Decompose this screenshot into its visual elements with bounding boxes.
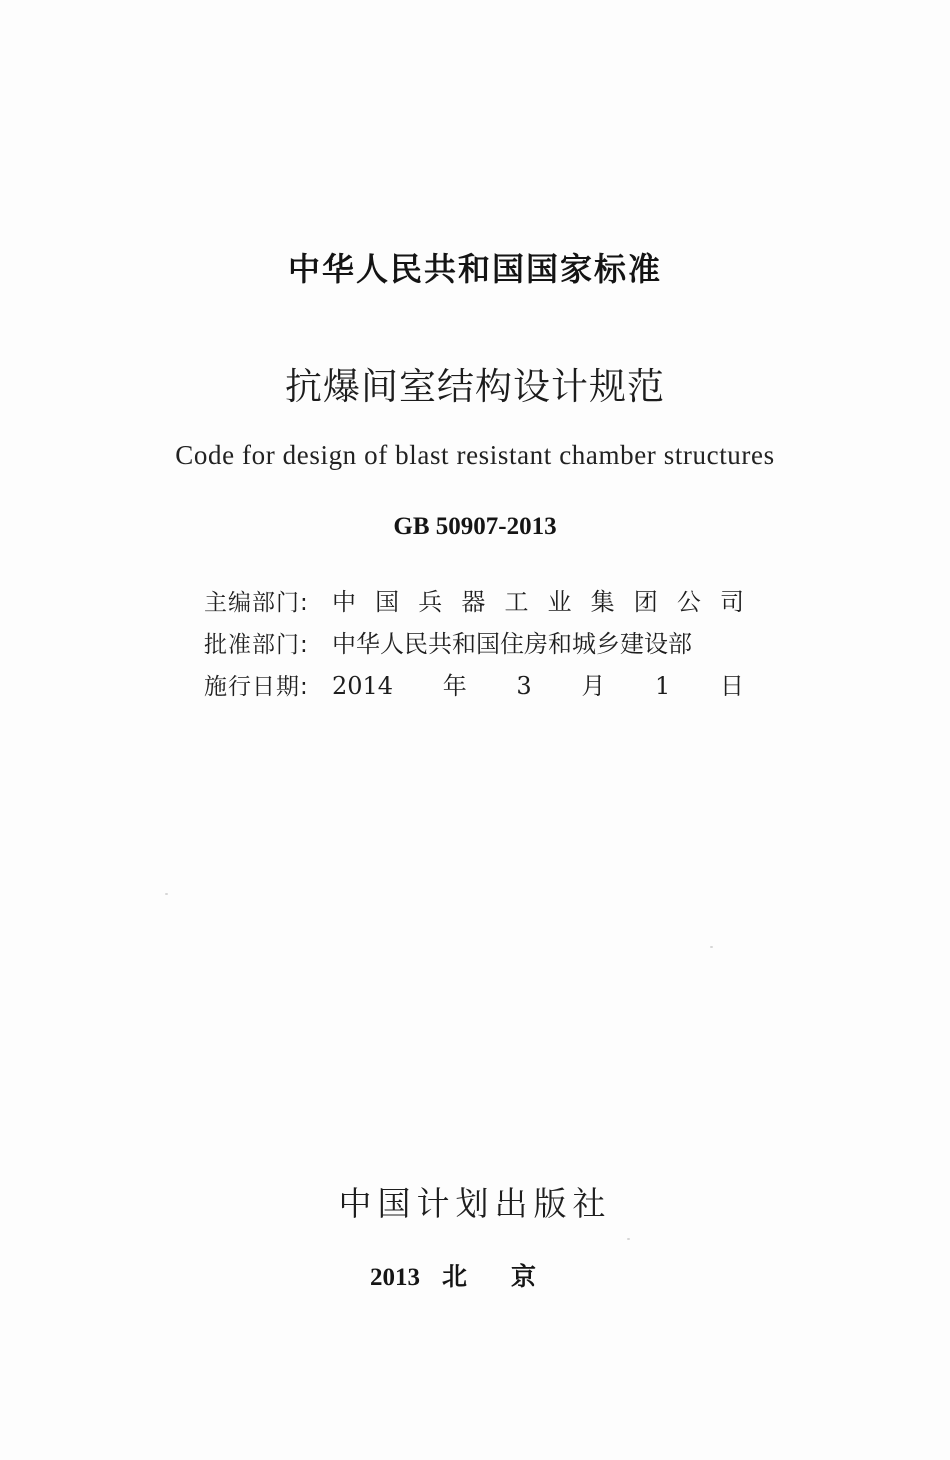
scan-speck — [165, 893, 168, 895]
publication-year-city — [0, 1257, 950, 1293]
approver-value: 中华人民共和国住房和城乡建设部 — [332, 630, 692, 658]
editor-value: 中国兵器工业集团公司 — [332, 588, 744, 616]
publication-year: 2013 — [369, 1264, 420, 1291]
scan-speck — [627, 1238, 630, 1240]
effective-date-row — [204, 666, 744, 708]
approver-row — [204, 624, 744, 666]
effective-date-value: 2014年3月1日 — [332, 672, 744, 700]
standard-type-heading: 中华人民共和国国家标准 — [287, 250, 662, 288]
standard-code: GB 50907-2013 — [393, 513, 557, 540]
publication-info-block — [204, 582, 744, 708]
publisher-name: 中国计划出版社 — [338, 1184, 612, 1223]
document-title-chinese: 抗爆间室结构设计规范 — [285, 365, 665, 408]
scan-speck — [710, 946, 713, 948]
editor-label: 主编部门: — [204, 590, 309, 616]
editor-row — [204, 582, 744, 624]
effective-date-label: 施行日期: — [204, 674, 309, 700]
approver-label: 批准部门: — [204, 632, 309, 658]
document-title-english: Code for design of blast resistant chamber structures — [175, 440, 775, 470]
publication-city: 北京 — [441, 1262, 580, 1291]
